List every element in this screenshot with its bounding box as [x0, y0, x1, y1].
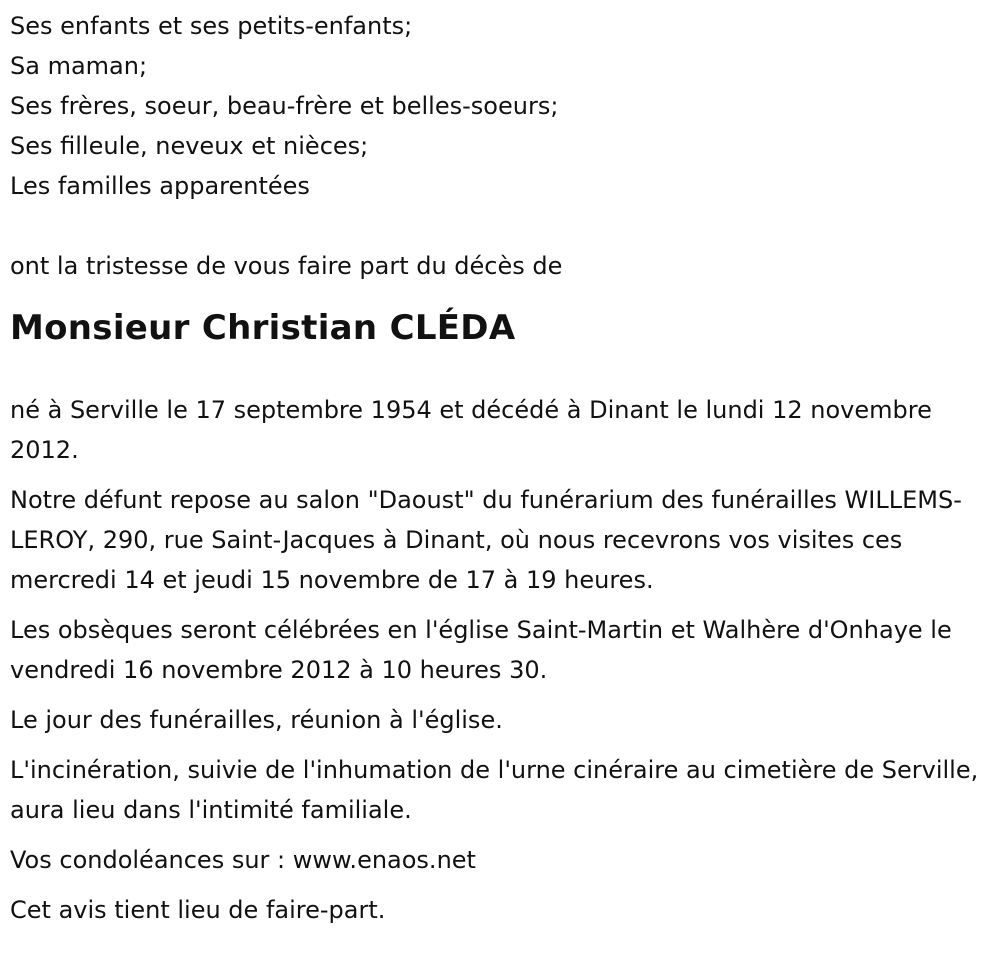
- obituary-notice: [10, 6, 985, 940]
- intro-text: ont la tristesse de vous faire part du décès de: [10, 252, 563, 280]
- family-line: Les familles apparentées: [10, 172, 310, 200]
- meeting-paragraph: Le jour des funérailles, réunion à l'église.: [10, 706, 503, 734]
- deceased-name: Monsieur Christian CLÉDA: [10, 308, 516, 348]
- funerarium-paragraph: Notre défunt repose au salon "Daoust" du funérarium des funérailles WILLEMS-LEROY, 290, rue Saint-Jacques à Dinant, où nous recevrons vos visites ces mercredi 14 et jeudi 15 novembre de 17 à 19 heures.: [10, 486, 962, 594]
- family-line: Ses enfants et ses petits-enfants;: [10, 12, 413, 40]
- spacer: [10, 206, 985, 246]
- birth-death-paragraph: né à Serville le 17 septembre 1954 et décédé à Dinant le lundi 12 novembre 2012.: [10, 396, 932, 464]
- ceremony-paragraph: Les obsèques seront célébrées en l'église Saint-Martin et Walhère d'Onhaye le vendredi 16 novembre 2012 à 10 heures 30.: [10, 616, 952, 684]
- condolences-paragraph: Vos condoléances sur : www.enaos.net: [10, 846, 476, 874]
- closing-paragraph: Cet avis tient lieu de faire-part.: [10, 896, 386, 924]
- family-line: Ses filleule, neveux et nièces;: [10, 132, 369, 160]
- family-line: Sa maman;: [10, 52, 148, 80]
- family-line: Ses frères, soeur, beau-frère et belles-soeurs;: [10, 92, 559, 120]
- cremation-paragraph: L'incinération, suivie de l'inhumation de l'urne cinéraire au cimetière de Serville, aura lieu dans l'intimité familiale.: [10, 756, 979, 824]
